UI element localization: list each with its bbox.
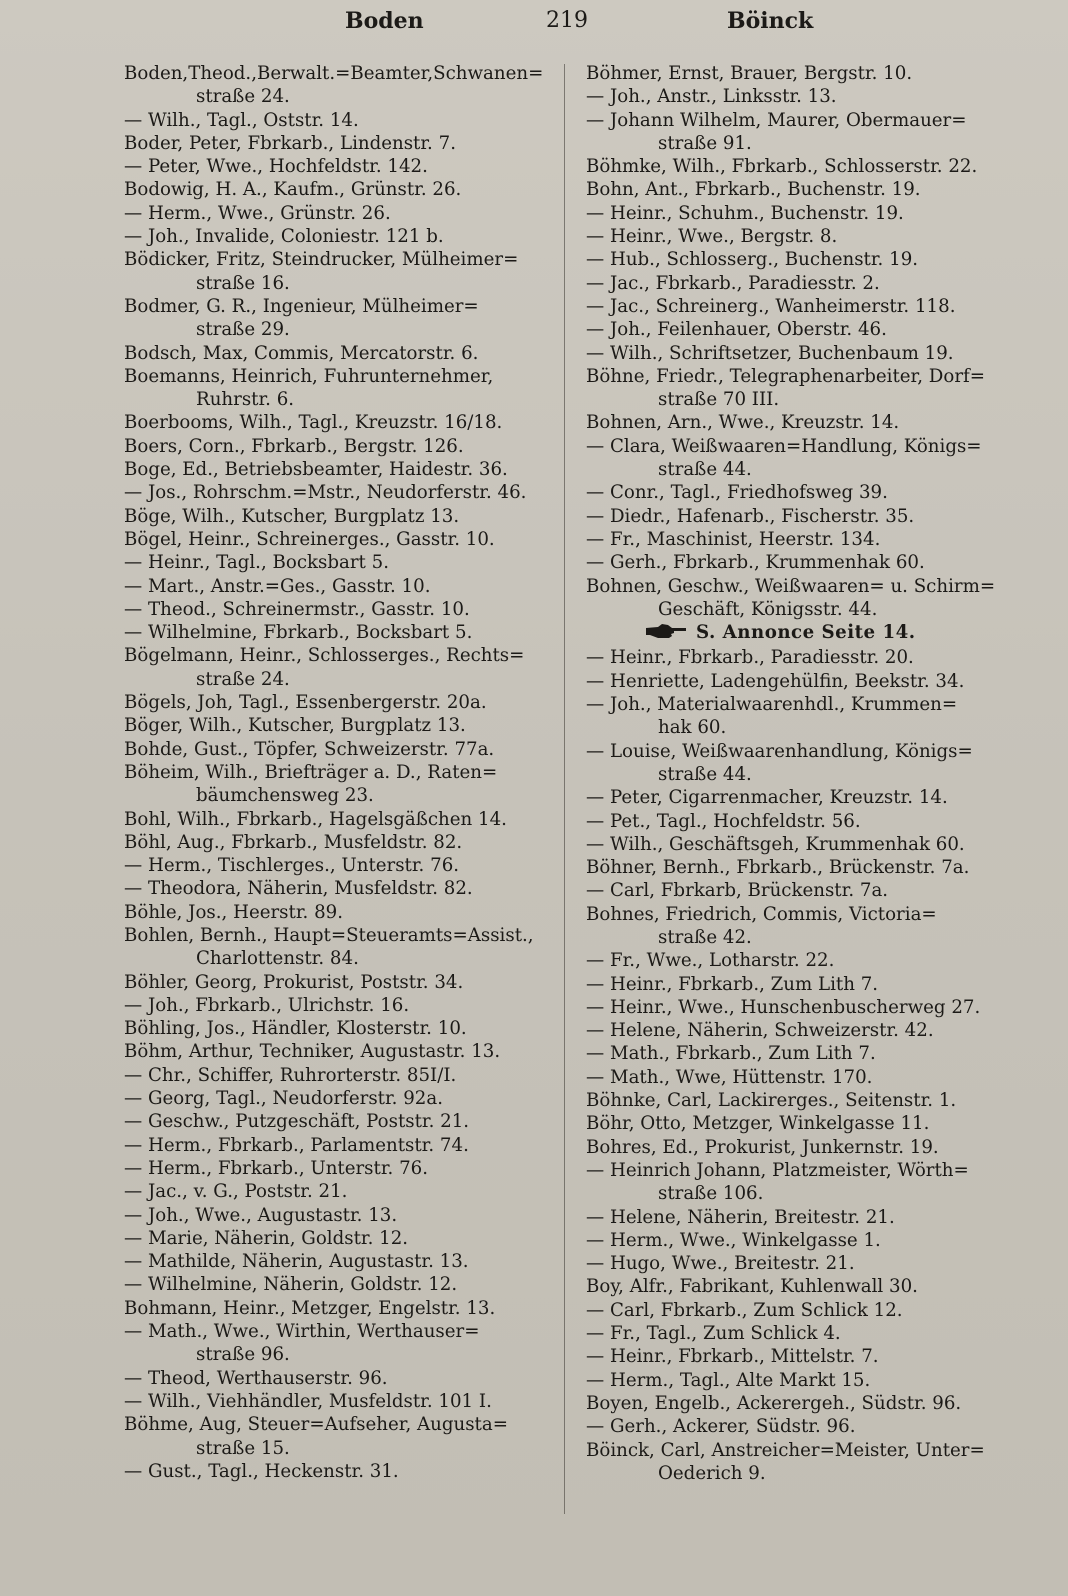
entry-text: — Wilh., Schriftsetzer, Buchenbaum 19. <box>586 342 954 364</box>
entry-text: — Heinrich Johann, Platzmeister, Wörth= <box>586 1159 969 1181</box>
directory-entry <box>586 318 1014 341</box>
directory-entry <box>586 740 1014 763</box>
entry-text: — Hugo, Wwe., Breitestr. 21. <box>586 1253 855 1275</box>
directory-entry <box>124 901 556 924</box>
entry-text: Bohmann, Heinr., Metzger, Engelstr. 13. <box>124 1297 496 1319</box>
entry-text: — Heinr., Tagl., Bocksbart 5. <box>124 552 390 574</box>
entry-text: — Jos., Rohrschm.=Mstr., Neudorferstr. 46. <box>124 482 527 504</box>
left-column <box>124 62 556 1483</box>
directory-entry <box>124 1367 556 1390</box>
entry-text: — Fr., Wwe., Lotharstr. 22. <box>586 950 835 972</box>
entry-text: — Theod, Werthauserstr. 96. <box>124 1367 388 1389</box>
entry-text: Boers, Corn., Fbrkarb., Bergstr. 126. <box>124 435 464 457</box>
directory-entry <box>124 202 556 225</box>
entry-text: — Jac., v. G., Poststr. 21. <box>124 1181 348 1203</box>
directory-entry <box>124 1134 556 1157</box>
directory-entry <box>586 62 1014 85</box>
entry-continuation <box>124 388 556 411</box>
directory-entry <box>124 155 556 178</box>
entry-text: — Herm., Wwe., Winkelgasse 1. <box>586 1229 881 1251</box>
entry-text: — Marie, Näherin, Goldstr. 12. <box>124 1227 409 1249</box>
directory-entry <box>124 1110 556 1133</box>
directory-entry <box>586 1136 1014 1159</box>
entry-text: — Herm., Tagl., Alte Markt 15. <box>586 1369 871 1391</box>
entry-text: — Geschw., Putzgeschäft, Poststr. 21. <box>124 1111 470 1133</box>
entry-text: — Herm., Fbrkarb., Parlamentstr. 74. <box>124 1134 469 1156</box>
directory-entry <box>124 621 556 644</box>
entry-text: straße 106. <box>658 1183 764 1205</box>
directory-entry <box>586 85 1014 108</box>
entry-continuation <box>124 1343 556 1366</box>
entry-text: straße 96. <box>196 1344 290 1366</box>
entry-text: — Herm., Wwe., Grünstr. 26. <box>124 202 391 224</box>
directory-entry <box>124 505 556 528</box>
entry-continuation <box>124 668 556 691</box>
entry-continuation <box>124 272 556 295</box>
directory-entry <box>586 528 1014 551</box>
entry-text: — Wilh., Tagl., Oststr. 14. <box>124 109 359 131</box>
entry-text: Böhler, Georg, Prokurist, Poststr. 34. <box>124 971 464 993</box>
entry-text: straße 42. <box>658 926 752 948</box>
entry-text: Bohn, Ant., Fbrkarb., Buchenstr. 19. <box>586 179 921 201</box>
entry-text: Bodowig, H. A., Kaufm., Grünstr. 26. <box>124 179 462 201</box>
directory-entry <box>124 1297 556 1320</box>
directory-entry <box>586 1275 1014 1298</box>
entry-text: — Joh., Invalide, Coloniestr. 121 b. <box>124 226 444 248</box>
directory-entry <box>124 365 556 388</box>
directory-entry <box>124 738 556 761</box>
entry-text: — Joh., Feilenhauer, Oberstr. 46. <box>586 319 887 341</box>
directory-entry <box>124 971 556 994</box>
entry-text: — Heinr., Schuhm., Buchenstr. 19. <box>586 202 904 224</box>
directory-entry <box>124 1390 556 1413</box>
directory-entry <box>586 575 1014 598</box>
annonce-reference <box>586 621 1014 646</box>
entry-text: Bögel, Heinr., Schreinerges., Gasstr. 10. <box>124 528 495 550</box>
directory-entry <box>124 1180 556 1203</box>
directory-entry <box>586 505 1014 528</box>
directory-entry <box>124 178 556 201</box>
entry-text: — Fr., Maschinist, Heerstr. 134. <box>586 528 881 550</box>
directory-entry <box>124 1204 556 1227</box>
directory-entry <box>124 575 556 598</box>
directory-entry <box>586 1019 1014 1042</box>
entry-text: Böhner, Bernh., Fbrkarb., Brückenstr. 7a. <box>586 857 970 879</box>
entry-text: Boder, Peter, Fbrkarb., Lindenstr. 7. <box>124 132 456 154</box>
entry-continuation <box>586 763 1014 786</box>
directory-entry <box>586 1089 1014 1112</box>
directory-entry <box>124 1250 556 1273</box>
header-right-keyword: Böinck <box>727 8 814 34</box>
directory-entry <box>124 132 556 155</box>
entry-text: Böhm, Arthur, Techniker, Augustastr. 13. <box>124 1041 501 1063</box>
directory-entry <box>124 808 556 831</box>
entry-text: Böhmke, Wilh., Fbrkarb., Schlosserstr. 22. <box>586 156 978 178</box>
directory-entry <box>586 1159 1014 1182</box>
directory-entry <box>124 598 556 621</box>
entry-text: — Henriette, Ladengehülfin, Beekstr. 34. <box>586 670 965 692</box>
right-column <box>586 62 1014 1485</box>
entry-text: straße 15. <box>196 1437 290 1459</box>
directory-entry <box>586 272 1014 295</box>
entry-text: Oederich 9. <box>658 1462 766 1484</box>
entry-text: Böhne, Friedr., Telegraphenarbeiter, Dorf= <box>586 365 986 387</box>
directory-entry <box>586 1345 1014 1368</box>
directory-entry <box>586 903 1014 926</box>
entry-text: — Herm., Fbrkarb., Unterstr. 76. <box>124 1157 429 1179</box>
entry-text: Böheim, Wilh., Briefträger a. D., Raten= <box>124 761 498 783</box>
entry-text: Ruhrstr. 6. <box>196 389 295 411</box>
entry-text: — Helene, Näherin, Schweizerstr. 42. <box>586 1020 934 1042</box>
directory-entry <box>124 411 556 434</box>
directory-entry <box>586 786 1014 809</box>
entry-text: Böhnke, Carl, Lackirerges., Seitenstr. 1. <box>586 1090 957 1112</box>
entry-text: Bohres, Ed., Prokurist, Junkernstr. 19. <box>586 1136 939 1158</box>
directory-entry <box>124 644 556 667</box>
entry-text: — Heinr., Fbrkarb., Paradiesstr. 20. <box>586 647 914 669</box>
entry-text: Boy, Alfr., Fabrikant, Kuhlenwall 30. <box>586 1276 918 1298</box>
entry-text: Bohlen, Bernh., Haupt=Steueramts=Assist., <box>124 924 534 946</box>
entry-text: Böinck, Carl, Anstreicher=Meister, Unter= <box>586 1439 985 1461</box>
pointing-hand-icon <box>644 622 688 646</box>
entry-text: — Conr., Tagl., Friedhofsweg 39. <box>586 482 888 504</box>
column-divider <box>564 64 565 1514</box>
entry-text: bäumchensweg 23. <box>196 785 374 807</box>
entry-text: Böhl, Aug., Fbrkarb., Musfeldstr. 82. <box>124 831 463 853</box>
entry-continuation <box>586 926 1014 949</box>
entry-text: — Wilhelmine, Näherin, Goldstr. 12. <box>124 1274 458 1296</box>
directory-entry <box>124 854 556 877</box>
entry-text: — Diedr., Hafenarb., Fischerstr. 35. <box>586 505 915 527</box>
directory-entry <box>124 714 556 737</box>
directory-entry <box>586 481 1014 504</box>
entry-text: Boemanns, Heinrich, Fuhrunternehmer, <box>124 365 494 387</box>
entry-continuation <box>586 458 1014 481</box>
directory-entry <box>124 109 556 132</box>
directory-entry <box>124 458 556 481</box>
directory-entry <box>124 62 556 85</box>
entry-continuation <box>124 318 556 341</box>
directory-entry <box>586 225 1014 248</box>
directory-entry <box>586 1392 1014 1415</box>
directory-entry <box>586 248 1014 271</box>
entry-text: Boden,Theod.,Berwalt.=Beamter,Schwanen= <box>124 63 544 84</box>
entry-text: — Chr., Schiffer, Ruhrorterstr. 85I/I. <box>124 1064 457 1086</box>
directory-entry <box>124 1087 556 1110</box>
directory-entry <box>586 1322 1014 1345</box>
entry-continuation <box>586 1462 1014 1485</box>
page-number: 219 <box>546 8 588 33</box>
directory-entry <box>586 295 1014 318</box>
entry-text: — Jac., Fbrkarb., Paradiesstr. 2. <box>586 272 880 294</box>
directory-entry <box>586 1299 1014 1322</box>
directory-entry <box>124 877 556 900</box>
entry-text: — Math., Wwe., Wirthin, Werthauser= <box>124 1321 480 1343</box>
entry-text: — Carl, Fbrkarb., Zum Schlick 12. <box>586 1299 903 1321</box>
directory-entry <box>586 1066 1014 1089</box>
entry-text: — Hub., Schlosserg., Buchenstr. 19. <box>586 249 919 271</box>
directory-entry <box>586 1229 1014 1252</box>
entry-text: — Peter, Wwe., Hochfeldstr. 142. <box>124 156 428 178</box>
entry-text: straße 24. <box>196 86 290 108</box>
directory-entry <box>586 1369 1014 1392</box>
directory-entry <box>124 761 556 784</box>
directory-entry <box>586 1206 1014 1229</box>
directory-entry <box>124 248 556 271</box>
directory-entry <box>124 1017 556 1040</box>
directory-entry <box>586 879 1014 902</box>
directory-entry <box>124 551 556 574</box>
directory-entry <box>586 646 1014 669</box>
entry-text: — Heinr., Wwe., Bergstr. 8. <box>586 226 838 248</box>
entry-text: straße 44. <box>658 763 752 785</box>
directory-entry <box>586 435 1014 458</box>
entry-text: — Carl, Fbrkarb, Brückenstr. 7a. <box>586 880 889 902</box>
directory-entry <box>124 1273 556 1296</box>
entry-text: — Herm., Tischlerges., Unterstr. 76. <box>124 855 460 877</box>
entry-text: — Math., Wwe, Hüttenstr. 170. <box>586 1066 873 1088</box>
entry-text: Boge, Ed., Betriebsbeamter, Haidestr. 36. <box>124 459 508 481</box>
entry-text: straße 91. <box>658 132 752 154</box>
directory-entry <box>586 856 1014 879</box>
directory-entry <box>586 1439 1014 1462</box>
entry-text: Böger, Wilh., Kutscher, Burgplatz 13. <box>124 715 466 737</box>
entry-text: — Wilh., Geschäftsgeh, Krummenhak 60. <box>586 833 965 855</box>
entry-text: S. Annonce Seite 14. <box>696 622 916 644</box>
entry-continuation <box>124 85 556 108</box>
directory-entry <box>586 202 1014 225</box>
entry-text: — Math., Fbrkarb., Zum Lith 7. <box>586 1043 876 1065</box>
entry-text: Charlottenstr. 84. <box>196 948 359 970</box>
entry-continuation <box>124 1437 556 1460</box>
directory-entry <box>124 225 556 248</box>
directory-entry <box>586 973 1014 996</box>
entry-text: — Wilh., Viehhändler, Musfeldstr. 101 I. <box>124 1390 492 1412</box>
entry-text: Bödicker, Fritz, Steindrucker, Mülheimer= <box>124 249 519 271</box>
entry-text: — Mart., Anstr.=Ges., Gasstr. 10. <box>124 575 431 597</box>
entry-text: — Joh., Fbrkarb., Ulrichstr. 16. <box>124 994 410 1016</box>
entry-text: — Heinr., Wwe., Hunschenbuscherweg 27. <box>586 996 981 1018</box>
entry-text: — Joh., Wwe., Augustastr. 13. <box>124 1204 398 1226</box>
entry-continuation <box>586 388 1014 411</box>
entry-text: straße 16. <box>196 272 290 294</box>
entry-continuation <box>586 598 1014 621</box>
entry-text: — Jac., Schreinerg., Wanheimerstr. 118. <box>586 295 956 317</box>
directory-entry <box>124 1157 556 1180</box>
directory-entry <box>586 996 1014 1019</box>
entry-text: — Clara, Weißwaaren=Handlung, Königs= <box>586 435 982 457</box>
directory-entry <box>586 411 1014 434</box>
directory-entry <box>124 1064 556 1087</box>
entry-text: Bögels, Joh, Tagl., Essenbergerstr. 20a. <box>124 692 487 714</box>
entry-text: — Gerh., Fbrkarb., Krummenhak 60. <box>586 552 925 574</box>
entry-text: — Johann Wilhelm, Maurer, Obermauer= <box>586 109 967 131</box>
entry-text: Böhme, Aug, Steuer=Aufseher, Augusta= <box>124 1414 508 1436</box>
directory-entry <box>586 693 1014 716</box>
entry-text: — Mathilde, Näherin, Augustastr. 13. <box>124 1251 469 1273</box>
entry-text: — Pet., Tagl., Hochfeldstr. 56. <box>586 810 861 832</box>
entry-text: Bohde, Gust., Töpfer, Schweizerstr. 77a. <box>124 738 495 760</box>
directory-entry <box>586 365 1014 388</box>
directory-entry <box>124 924 556 947</box>
entry-text: Geschäft, Königsstr. 44. <box>658 598 878 620</box>
entry-text: straße 70 III. <box>658 389 780 411</box>
entry-text: Boerbooms, Wilh., Tagl., Kreuzstr. 16/18. <box>124 412 503 434</box>
entry-continuation <box>586 1182 1014 1205</box>
entry-text: — Heinr., Fbrkarb., Mittelstr. 7. <box>586 1346 879 1368</box>
directory-entry <box>124 528 556 551</box>
entry-text: straße 29. <box>196 319 290 341</box>
page-header <box>0 8 1068 38</box>
directory-entry <box>124 295 556 318</box>
entry-text: — Gerh., Ackerer, Südstr. 96. <box>586 1416 856 1438</box>
entry-text: Bohnes, Friedrich, Commis, Victoria= <box>586 903 937 925</box>
entry-text: hak 60. <box>658 717 727 739</box>
directory-entry <box>586 178 1014 201</box>
directory-entry <box>124 1460 556 1483</box>
entry-text: Bodmer, G. R., Ingenieur, Mülheimer= <box>124 295 479 317</box>
entry-text: straße 44. <box>658 459 752 481</box>
entry-text: Bodsch, Max, Commis, Mercatorstr. 6. <box>124 342 479 364</box>
entry-text: Böhr, Otto, Metzger, Winkelgasse 11. <box>586 1113 930 1135</box>
entry-text: — Heinr., Fbrkarb., Zum Lith 7. <box>586 973 879 995</box>
directory-entry <box>586 155 1014 178</box>
directory-entry <box>586 833 1014 856</box>
directory-entry <box>124 1040 556 1063</box>
directory-entry <box>124 1320 556 1343</box>
entry-text: Bohnen, Arn., Wwe., Kreuzstr. 14. <box>586 412 900 434</box>
entry-text: — Theodora, Näherin, Musfeldstr. 82. <box>124 878 473 900</box>
entry-text: — Peter, Cigarrenmacher, Kreuzstr. 14. <box>586 787 948 809</box>
directory-entry <box>124 342 556 365</box>
directory-entry <box>586 810 1014 833</box>
directory-entry <box>586 1252 1014 1275</box>
entry-text: — Wilhelmine, Fbrkarb., Bocksbart 5. <box>124 622 473 644</box>
directory-entry <box>124 831 556 854</box>
directory-entry <box>124 691 556 714</box>
entry-text: Böhle, Jos., Heerstr. 89. <box>124 901 343 923</box>
entry-text: Böhling, Jos., Händler, Klosterstr. 10. <box>124 1018 467 1040</box>
entry-text: Bögelmann, Heinr., Schlosserges., Rechts= <box>124 645 525 667</box>
header-left-keyword: Boden <box>345 8 424 34</box>
directory-entry <box>124 994 556 1017</box>
entry-text: Boyen, Engelb., Ackerergeh., Südstr. 96. <box>586 1392 962 1414</box>
entry-text: Bohnen, Geschw., Weißwaaren= u. Schirm= <box>586 575 996 597</box>
entry-text: Böhmer, Ernst, Brauer, Bergstr. 10. <box>586 63 913 84</box>
entry-continuation <box>586 716 1014 739</box>
entry-continuation <box>586 132 1014 155</box>
directory-entry <box>124 435 556 458</box>
entry-text: Bohl, Wilh., Fbrkarb., Hagelsgäßchen 14. <box>124 808 507 830</box>
entry-continuation <box>124 784 556 807</box>
entry-text: — Theod., Schreinermstr., Gasstr. 10. <box>124 598 470 620</box>
directory-entry <box>124 1227 556 1250</box>
entry-text: — Joh., Materialwaarenhdl., Krummen= <box>586 694 958 716</box>
directory-entry <box>586 670 1014 693</box>
directory-entry <box>124 481 556 504</box>
directory-entry <box>586 1042 1014 1065</box>
entry-text: — Gust., Tagl., Heckenstr. 31. <box>124 1460 399 1482</box>
entry-text: — Georg, Tagl., Neudorferstr. 92a. <box>124 1088 444 1110</box>
directory-entry <box>586 109 1014 132</box>
directory-entry <box>586 1112 1014 1135</box>
directory-entry <box>586 949 1014 972</box>
directory-entry <box>586 342 1014 365</box>
entry-text: — Fr., Tagl., Zum Schlick 4. <box>586 1323 841 1345</box>
entry-text: — Joh., Anstr., Linksstr. 13. <box>586 86 837 108</box>
entry-text: straße 24. <box>196 668 290 690</box>
entry-text: Böge, Wilh., Kutscher, Burgplatz 13. <box>124 505 460 527</box>
directory-entry <box>586 551 1014 574</box>
directory-entry <box>586 1415 1014 1438</box>
entry-text: — Louise, Weißwaarenhandlung, Königs= <box>586 740 973 762</box>
entry-continuation <box>124 947 556 970</box>
entry-text: — Helene, Näherin, Breitestr. 21. <box>586 1206 895 1228</box>
directory-entry <box>124 1413 556 1436</box>
